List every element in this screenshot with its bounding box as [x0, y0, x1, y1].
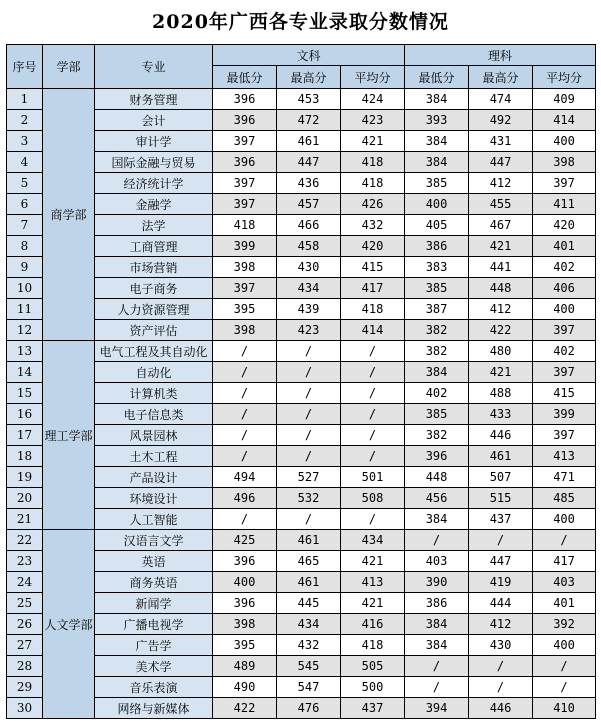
header-like: 理科: [405, 45, 596, 66]
like-max-cell: 507: [469, 467, 533, 488]
major-cell: 环境设计: [95, 488, 213, 509]
wenke-min-cell: 396: [213, 551, 277, 572]
table-row: [7, 446, 596, 467]
wenke-avg-cell: 432: [341, 215, 405, 236]
seq-cell: 19: [7, 467, 43, 488]
wenke-avg-cell: 437: [341, 698, 405, 719]
seq-cell: 29: [7, 677, 43, 698]
seq-cell: 13: [7, 341, 43, 362]
like-max-cell: 474: [469, 89, 533, 110]
wenke-avg-cell: 421: [341, 551, 405, 572]
like-min-cell: /: [405, 530, 469, 551]
like-max-cell: 421: [469, 362, 533, 383]
like-max-cell: 444: [469, 593, 533, 614]
table-row: [7, 320, 596, 341]
wenke-avg-cell: 417: [341, 278, 405, 299]
like-avg-cell: 414: [533, 110, 596, 131]
table-row: [7, 299, 596, 320]
seq-cell: 20: [7, 488, 43, 509]
header-wenke-min: 最低分: [213, 66, 277, 89]
seq-cell: 10: [7, 278, 43, 299]
wenke-max-cell: 432: [277, 635, 341, 656]
wenke-max-cell: 547: [277, 677, 341, 698]
major-cell: 人力资源管理: [95, 299, 213, 320]
header-major: 专业: [95, 45, 213, 89]
like-min-cell: 456: [405, 488, 469, 509]
wenke-avg-cell: 418: [341, 635, 405, 656]
wenke-min-cell: /: [213, 509, 277, 530]
wenke-avg-cell: 415: [341, 257, 405, 278]
major-cell: 自动化: [95, 362, 213, 383]
wenke-max-cell: /: [277, 425, 341, 446]
admission-score-table: [6, 44, 596, 719]
wenke-avg-cell: /: [341, 509, 405, 530]
header-wenke-max: 最高分: [277, 66, 341, 89]
like-avg-cell: 399: [533, 404, 596, 425]
like-avg-cell: 411: [533, 194, 596, 215]
wenke-max-cell: /: [277, 341, 341, 362]
like-max-cell: 433: [469, 404, 533, 425]
like-min-cell: 387: [405, 299, 469, 320]
like-min-cell: 382: [405, 320, 469, 341]
wenke-avg-cell: 508: [341, 488, 405, 509]
major-cell: 音乐表演: [95, 677, 213, 698]
wenke-avg-cell: 421: [341, 593, 405, 614]
seq-cell: 1: [7, 89, 43, 110]
seq-cell: 8: [7, 236, 43, 257]
like-max-cell: 448: [469, 278, 533, 299]
like-min-cell: 385: [405, 404, 469, 425]
wenke-min-cell: 489: [213, 656, 277, 677]
major-cell: 电子商务: [95, 278, 213, 299]
seq-cell: 6: [7, 194, 43, 215]
major-cell: 会计: [95, 110, 213, 131]
table-row: [7, 215, 596, 236]
major-cell: 汉语言文学: [95, 530, 213, 551]
wenke-max-cell: /: [277, 404, 341, 425]
seq-cell: 22: [7, 530, 43, 551]
table-row: [7, 530, 596, 551]
like-max-cell: 431: [469, 131, 533, 152]
wenke-max-cell: 532: [277, 488, 341, 509]
like-min-cell: 405: [405, 215, 469, 236]
wenke-min-cell: /: [213, 383, 277, 404]
like-min-cell: 448: [405, 467, 469, 488]
like-avg-cell: 400: [533, 299, 596, 320]
like-avg-cell: 401: [533, 236, 596, 257]
table-row: [7, 131, 596, 152]
wenke-min-cell: 399: [213, 236, 277, 257]
like-avg-cell: 417: [533, 551, 596, 572]
wenke-min-cell: /: [213, 362, 277, 383]
seq-cell: 12: [7, 320, 43, 341]
wenke-max-cell: 545: [277, 656, 341, 677]
major-cell: 广播电视学: [95, 614, 213, 635]
wenke-max-cell: 453: [277, 89, 341, 110]
wenke-max-cell: 466: [277, 215, 341, 236]
like-avg-cell: 402: [533, 257, 596, 278]
table-row: [7, 89, 596, 110]
wenke-avg-cell: 423: [341, 110, 405, 131]
like-avg-cell: 420: [533, 215, 596, 236]
wenke-avg-cell: /: [341, 404, 405, 425]
like-max-cell: 480: [469, 341, 533, 362]
wenke-min-cell: 396: [213, 89, 277, 110]
wenke-avg-cell: /: [341, 446, 405, 467]
table-row: [7, 404, 596, 425]
wenke-max-cell: 527: [277, 467, 341, 488]
wenke-max-cell: 458: [277, 236, 341, 257]
wenke-min-cell: /: [213, 425, 277, 446]
like-min-cell: 384: [405, 509, 469, 530]
major-cell: 美术学: [95, 656, 213, 677]
wenke-avg-cell: 424: [341, 89, 405, 110]
like-avg-cell: 401: [533, 593, 596, 614]
like-min-cell: 385: [405, 278, 469, 299]
wenke-min-cell: /: [213, 341, 277, 362]
like-min-cell: 383: [405, 257, 469, 278]
major-cell: 经济统计学: [95, 173, 213, 194]
wenke-max-cell: 439: [277, 299, 341, 320]
table-row: [7, 614, 596, 635]
seq-cell: 21: [7, 509, 43, 530]
header-like-avg: 平均分: [533, 66, 596, 89]
department-cell: 人文学部: [43, 530, 95, 719]
seq-cell: 28: [7, 656, 43, 677]
like-max-cell: 446: [469, 425, 533, 446]
like-avg-cell: 409: [533, 89, 596, 110]
like-avg-cell: 402: [533, 341, 596, 362]
like-avg-cell: 392: [533, 614, 596, 635]
major-cell: 英语: [95, 551, 213, 572]
like-avg-cell: /: [533, 530, 596, 551]
table-row: [7, 656, 596, 677]
wenke-max-cell: /: [277, 446, 341, 467]
seq-cell: 26: [7, 614, 43, 635]
header-wenke-avg: 平均分: [341, 66, 405, 89]
table-row: [7, 362, 596, 383]
major-cell: 电气工程及其自动化: [95, 341, 213, 362]
seq-cell: 27: [7, 635, 43, 656]
wenke-avg-cell: 416: [341, 614, 405, 635]
wenke-avg-cell: 414: [341, 320, 405, 341]
wenke-min-cell: 398: [213, 257, 277, 278]
major-cell: 金融学: [95, 194, 213, 215]
like-min-cell: 386: [405, 236, 469, 257]
like-min-cell: 384: [405, 89, 469, 110]
seq-cell: 9: [7, 257, 43, 278]
like-max-cell: 437: [469, 509, 533, 530]
like-min-cell: 393: [405, 110, 469, 131]
like-max-cell: 412: [469, 614, 533, 635]
like-avg-cell: 397: [533, 425, 596, 446]
wenke-avg-cell: /: [341, 383, 405, 404]
major-cell: 资产评估: [95, 320, 213, 341]
page-title: 2020年广西各专业录取分数情况: [152, 11, 449, 33]
like-max-cell: /: [469, 530, 533, 551]
seq-cell: 4: [7, 152, 43, 173]
like-avg-cell: 400: [533, 509, 596, 530]
wenke-min-cell: /: [213, 404, 277, 425]
wenke-avg-cell: /: [341, 425, 405, 446]
like-max-cell: /: [469, 677, 533, 698]
major-cell: 法学: [95, 215, 213, 236]
wenke-max-cell: 445: [277, 593, 341, 614]
major-cell: 网络与新媒体: [95, 698, 213, 719]
wenke-max-cell: 476: [277, 698, 341, 719]
wenke-avg-cell: 413: [341, 572, 405, 593]
wenke-max-cell: 457: [277, 194, 341, 215]
seq-cell: 14: [7, 362, 43, 383]
wenke-max-cell: 434: [277, 614, 341, 635]
table-row: [7, 278, 596, 299]
wenke-avg-cell: 418: [341, 299, 405, 320]
wenke-avg-cell: 421: [341, 131, 405, 152]
major-cell: 市场营销: [95, 257, 213, 278]
table-row: [7, 488, 596, 509]
wenke-min-cell: 496: [213, 488, 277, 509]
wenke-avg-cell: /: [341, 341, 405, 362]
seq-cell: 5: [7, 173, 43, 194]
table-row: [7, 383, 596, 404]
seq-cell: 16: [7, 404, 43, 425]
like-min-cell: 385: [405, 173, 469, 194]
like-min-cell: 386: [405, 593, 469, 614]
like-max-cell: 412: [469, 173, 533, 194]
table-row: [7, 551, 596, 572]
like-avg-cell: 397: [533, 320, 596, 341]
wenke-min-cell: 397: [213, 278, 277, 299]
header-row-1: [7, 45, 596, 66]
wenke-max-cell: /: [277, 362, 341, 383]
wenke-avg-cell: /: [341, 362, 405, 383]
table-row: [7, 467, 596, 488]
table-row: [7, 341, 596, 362]
wenke-min-cell: 397: [213, 131, 277, 152]
wenke-max-cell: 434: [277, 278, 341, 299]
table-row: [7, 635, 596, 656]
table-row: [7, 677, 596, 698]
table-row: [7, 236, 596, 257]
like-max-cell: 461: [469, 446, 533, 467]
like-max-cell: /: [469, 656, 533, 677]
major-cell: 广告学: [95, 635, 213, 656]
wenke-max-cell: 461: [277, 572, 341, 593]
major-cell: 电子信息类: [95, 404, 213, 425]
like-avg-cell: /: [533, 677, 596, 698]
like-min-cell: 390: [405, 572, 469, 593]
table-row: [7, 257, 596, 278]
like-min-cell: 384: [405, 614, 469, 635]
major-cell: 风景园林: [95, 425, 213, 446]
seq-cell: 30: [7, 698, 43, 719]
like-max-cell: 488: [469, 383, 533, 404]
wenke-avg-cell: 500: [341, 677, 405, 698]
department-cell: 商学部: [43, 89, 95, 341]
wenke-max-cell: 461: [277, 530, 341, 551]
like-max-cell: 421: [469, 236, 533, 257]
like-min-cell: 382: [405, 425, 469, 446]
header-like-max: 最高分: [469, 66, 533, 89]
wenke-min-cell: 425: [213, 530, 277, 551]
seq-cell: 23: [7, 551, 43, 572]
table-row: [7, 698, 596, 719]
like-max-cell: 455: [469, 194, 533, 215]
wenke-min-cell: 396: [213, 110, 277, 131]
table-row: [7, 425, 596, 446]
like-max-cell: 467: [469, 215, 533, 236]
wenke-avg-cell: 501: [341, 467, 405, 488]
table-row: [7, 572, 596, 593]
wenke-min-cell: 400: [213, 572, 277, 593]
major-cell: 商务英语: [95, 572, 213, 593]
table-row: [7, 173, 596, 194]
wenke-min-cell: 398: [213, 614, 277, 635]
like-max-cell: 419: [469, 572, 533, 593]
seq-cell: 7: [7, 215, 43, 236]
table-row: [7, 593, 596, 614]
major-cell: 土木工程: [95, 446, 213, 467]
like-min-cell: 384: [405, 131, 469, 152]
table-row: [7, 110, 596, 131]
wenke-max-cell: 447: [277, 152, 341, 173]
major-cell: 新闻学: [95, 593, 213, 614]
like-avg-cell: 415: [533, 383, 596, 404]
like-avg-cell: 403: [533, 572, 596, 593]
major-cell: 国际金融与贸易: [95, 152, 213, 173]
major-cell: 人工智能: [95, 509, 213, 530]
wenke-min-cell: 395: [213, 299, 277, 320]
wenke-min-cell: 396: [213, 152, 277, 173]
like-min-cell: 396: [405, 446, 469, 467]
wenke-max-cell: 461: [277, 131, 341, 152]
seq-cell: 15: [7, 383, 43, 404]
wenke-min-cell: 397: [213, 194, 277, 215]
like-avg-cell: 398: [533, 152, 596, 173]
major-cell: 财务管理: [95, 89, 213, 110]
like-max-cell: 447: [469, 551, 533, 572]
seq-cell: 18: [7, 446, 43, 467]
wenke-max-cell: 436: [277, 173, 341, 194]
like-avg-cell: 397: [533, 362, 596, 383]
major-cell: 产品设计: [95, 467, 213, 488]
wenke-min-cell: 494: [213, 467, 277, 488]
table-row: [7, 509, 596, 530]
like-min-cell: 384: [405, 362, 469, 383]
header-wenke: 文科: [213, 45, 405, 66]
major-cell: 工商管理: [95, 236, 213, 257]
seq-cell: 25: [7, 593, 43, 614]
like-max-cell: 412: [469, 299, 533, 320]
like-max-cell: 447: [469, 152, 533, 173]
like-avg-cell: 400: [533, 635, 596, 656]
seq-cell: 11: [7, 299, 43, 320]
wenke-min-cell: 422: [213, 698, 277, 719]
table-row: [7, 194, 596, 215]
like-min-cell: 384: [405, 635, 469, 656]
like-avg-cell: 400: [533, 131, 596, 152]
header-department: 学部: [43, 45, 95, 89]
seq-cell: 17: [7, 425, 43, 446]
like-avg-cell: 485: [533, 488, 596, 509]
like-max-cell: 515: [469, 488, 533, 509]
wenke-min-cell: 490: [213, 677, 277, 698]
like-avg-cell: 406: [533, 278, 596, 299]
wenke-max-cell: /: [277, 509, 341, 530]
like-avg-cell: 410: [533, 698, 596, 719]
wenke-max-cell: 430: [277, 257, 341, 278]
seq-cell: 2: [7, 110, 43, 131]
like-min-cell: 384: [405, 152, 469, 173]
table-row: [7, 152, 596, 173]
like-max-cell: 446: [469, 698, 533, 719]
wenke-min-cell: 396: [213, 593, 277, 614]
wenke-min-cell: 418: [213, 215, 277, 236]
major-cell: 计算机类: [95, 383, 213, 404]
like-avg-cell: 471: [533, 467, 596, 488]
like-max-cell: 492: [469, 110, 533, 131]
like-min-cell: /: [405, 656, 469, 677]
wenke-min-cell: /: [213, 446, 277, 467]
like-min-cell: 403: [405, 551, 469, 572]
like-min-cell: 394: [405, 698, 469, 719]
wenke-max-cell: 472: [277, 110, 341, 131]
seq-cell: 24: [7, 572, 43, 593]
like-avg-cell: 397: [533, 173, 596, 194]
wenke-avg-cell: 418: [341, 173, 405, 194]
like-avg-cell: 413: [533, 446, 596, 467]
major-cell: 审计学: [95, 131, 213, 152]
seq-cell: 3: [7, 131, 43, 152]
like-max-cell: 430: [469, 635, 533, 656]
wenke-max-cell: /: [277, 383, 341, 404]
wenke-avg-cell: 434: [341, 530, 405, 551]
wenke-avg-cell: 418: [341, 152, 405, 173]
wenke-max-cell: 423: [277, 320, 341, 341]
department-cell: 理工学部: [43, 341, 95, 530]
like-min-cell: /: [405, 677, 469, 698]
header-seq: 序号: [7, 45, 43, 89]
wenke-min-cell: 397: [213, 173, 277, 194]
wenke-min-cell: 398: [213, 320, 277, 341]
wenke-avg-cell: 505: [341, 656, 405, 677]
wenke-avg-cell: 426: [341, 194, 405, 215]
table-body: [7, 89, 596, 719]
header-like-min: 最低分: [405, 66, 469, 89]
wenke-min-cell: 395: [213, 635, 277, 656]
like-min-cell: 402: [405, 383, 469, 404]
like-avg-cell: /: [533, 656, 596, 677]
like-max-cell: 422: [469, 320, 533, 341]
like-max-cell: 441: [469, 257, 533, 278]
wenke-max-cell: 465: [277, 551, 341, 572]
like-min-cell: 400: [405, 194, 469, 215]
wenke-avg-cell: 420: [341, 236, 405, 257]
like-min-cell: 382: [405, 341, 469, 362]
